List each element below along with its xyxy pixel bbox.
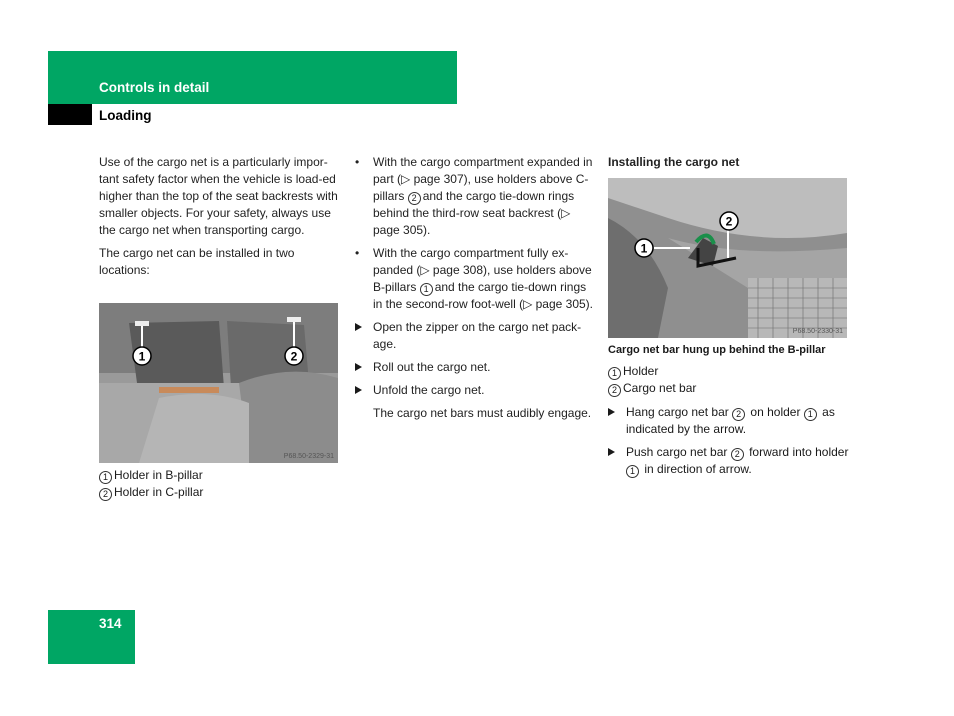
installation-steps bbox=[608, 404, 850, 484]
header-bar bbox=[48, 51, 457, 104]
callout-number: 1 bbox=[608, 367, 621, 380]
subsection-title: Loading bbox=[99, 108, 152, 123]
callout-number: 1 bbox=[804, 408, 817, 421]
callout-number: 1 bbox=[626, 465, 639, 478]
step-text: Open the zipper on the cargo net pack-age. bbox=[373, 320, 582, 351]
figure-legend-2 bbox=[608, 363, 696, 397]
b-pillar-figure bbox=[608, 178, 847, 338]
column-1 bbox=[99, 154, 341, 285]
arrow-icon bbox=[355, 363, 362, 371]
step-text: Unfold the cargo net. bbox=[373, 383, 485, 397]
step-text: forward into holder bbox=[749, 445, 849, 459]
callout-number: 1 bbox=[420, 283, 433, 296]
page-number: 314 bbox=[99, 616, 122, 631]
figure-code: P68.50-2330-31 bbox=[792, 328, 843, 335]
arrow-icon bbox=[355, 386, 362, 394]
installing-heading: Installing the cargo net bbox=[608, 155, 740, 169]
step-text: on holder bbox=[750, 405, 801, 419]
legend-item bbox=[99, 484, 203, 501]
callout-number: 2 bbox=[732, 408, 745, 421]
step-item bbox=[355, 382, 595, 399]
figure-legend-1 bbox=[99, 467, 203, 501]
step-item bbox=[355, 319, 595, 353]
svg-text:1: 1 bbox=[138, 349, 146, 364]
arrow-icon bbox=[355, 323, 362, 331]
svg-text:2: 2 bbox=[290, 349, 298, 364]
section-marker bbox=[48, 104, 92, 125]
legend-text: Holder bbox=[623, 364, 659, 378]
bullet-text: and the cargo tie-down rings in the second-row foot-well (▷ page 305). bbox=[373, 280, 594, 311]
bullet-item: • With the cargo compartment fully ex-panded (▷ page 308), use holders above B-pillars 1 and the cargo tie-down rings in the second-row foot-well (▷ page 305). bbox=[355, 246, 594, 311]
arrow-icon bbox=[608, 448, 615, 456]
section-title: Controls in detail bbox=[99, 80, 210, 95]
bullet-text: With the cargo compartment fully ex-panded (▷ page 308), use holders above B-pillars bbox=[373, 246, 592, 294]
step-item bbox=[608, 444, 850, 478]
callout-number: 2 bbox=[408, 192, 421, 205]
locations-paragraph: The cargo net can be installed in two locations: bbox=[99, 246, 295, 277]
svg-text:2: 2 bbox=[725, 214, 733, 229]
page-reference: ▷ page 307), use holders above C-pillars bbox=[373, 172, 589, 203]
step-item bbox=[608, 404, 850, 438]
step-text: in direction of arrow. bbox=[644, 462, 752, 476]
figure-code: P68.50-2329-31 bbox=[283, 453, 334, 460]
bullet-text: and the cargo tie-down rings behind the third-row seat backrest (▷ page 305). bbox=[373, 189, 575, 237]
bullet-item: • With the cargo compartment expanded in part (▷ page 307), use holders above C-pillars 2 and the cargo tie-down rings behind the third-row seat backrest (▷ page 305). bbox=[355, 155, 593, 237]
column-3 bbox=[608, 154, 848, 179]
callout-number: 1 bbox=[99, 471, 112, 484]
legend-item bbox=[608, 363, 696, 380]
intro-paragraph: Use of the cargo net is a particularly impor-tant safety factor when the vehicle is load-ed higher than the top of the seat backrests with smaller objects. For your safety, always use the cargo net when transporting cargo. bbox=[99, 155, 338, 237]
step-item bbox=[355, 359, 595, 376]
arrow-icon bbox=[608, 408, 615, 416]
step-text: Hang cargo net bar bbox=[626, 405, 729, 419]
rear-seat-image bbox=[99, 303, 338, 463]
step-text: as indicated by the arrow. bbox=[626, 405, 835, 436]
legend-text: Holder in B-pillar bbox=[114, 468, 203, 482]
legend-text: Cargo net bar bbox=[623, 381, 697, 395]
svg-text:1: 1 bbox=[640, 241, 648, 256]
column-2 bbox=[355, 154, 595, 428]
rear-seat-figure bbox=[99, 303, 338, 463]
callout-number: 2 bbox=[99, 488, 112, 501]
legend-item bbox=[99, 467, 203, 484]
legend-text: Holder in C-pillar bbox=[114, 485, 204, 499]
step-text: Roll out the cargo net. bbox=[373, 360, 491, 374]
bullet-text: With the cargo compartment expanded in part ( bbox=[373, 155, 593, 186]
step-text: Push cargo net bar bbox=[626, 445, 728, 459]
callout-number: 2 bbox=[608, 384, 621, 397]
legend-item bbox=[608, 380, 696, 397]
figure-caption: Cargo net bar hung up behind the B-pillar bbox=[608, 344, 826, 356]
callout-number: 2 bbox=[731, 448, 744, 461]
b-pillar-image bbox=[608, 178, 847, 338]
note-text: The cargo net bars must audibly engage. bbox=[373, 406, 592, 420]
